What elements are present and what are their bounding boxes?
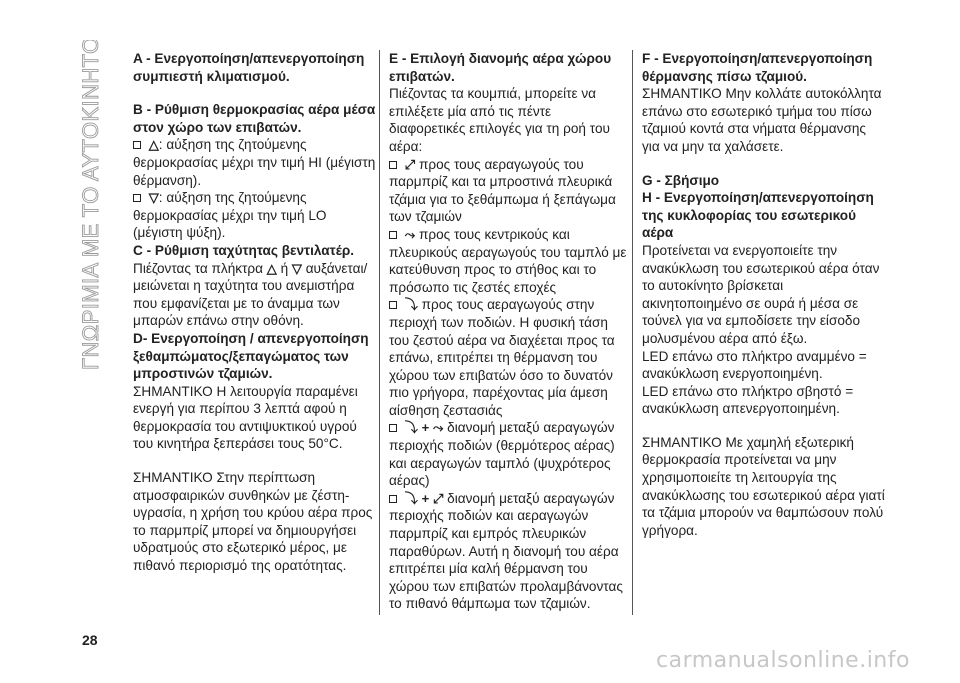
- triangle-down-icon: ▽: [291, 260, 302, 276]
- section-e-item-1: ⤢ προς τους αεραγωγούς του παρμπρίζ και τα μπροστινά πλευρικά τζάμια για το ξεθάμπωμα ή ξεπάγωμα των τζαμιών: [389, 156, 616, 225]
- section-h-led-on: LED επάνω στο πλήκτρο αναμμένο = ανακύκλωση ενεργοποιημένη.: [642, 348, 867, 382]
- column-2: [389, 50, 629, 613]
- section-h-title: H - Ενεργοποίηση/απενεργοποίηση της κυκλοφορίας του εσωτερικού αέρα: [642, 190, 874, 241]
- watermark: carmanualsonline.info: [656, 648, 910, 673]
- section-g-title: G - Σβήσιμο: [642, 172, 720, 188]
- triangle-up-icon: △: [148, 137, 159, 153]
- column-divider-2: [632, 50, 633, 615]
- windshield-airflow-icon: ⤢: [404, 156, 416, 172]
- section-b-item-up: △: αύξηση της ζητούμενης θερμοκρασίας μέχρι την τιμή HI (μέγιστη θέρμανση).: [133, 137, 376, 188]
- section-e-item-5: ⤵ + ⤢ διανομή μεταξύ αεραγωγών περιοχής ποδιών και αεραγωγών παρμπρίζ και εμπρός πλευρικών παραθύρων. Αυτή η διανομή του αέρα επιτρέπει μία καλή θέρμανση του χώρου των επιβατών προλαμβάνοντας το πιθανό θάμπωμα των τζαμιών.: [389, 490, 623, 612]
- bullet-icon: [389, 495, 397, 503]
- section-f-title: F - Ενεργοποίηση/απενεργοποίηση θέρμανσης πίσω τζαμιού.: [642, 51, 873, 84]
- section-e-item-2: ⤳ προς τους κεντρικούς και πλευρικούς αεραγωγούς του ταμπλό με κατεύθυνση προς το στήθος και το πρόσωπο τις ζεστές εποχές: [389, 226, 627, 295]
- page-number: 28: [82, 632, 98, 648]
- section-h-text: Προτείνεται να ενεργοποιείτε την ανακύκλωση του εσωτερικού αέρα όταν το αυτοκίνητο βρίσκεται ακινητοποιημένο σε ουρά ή μέσα σε τούνελ για να εμποδίσετε την είσοδο μολυσμένου αέρα από έξω.: [642, 242, 880, 346]
- section-c-text: Πιέζοντας τα πλήκτρα △ ή ▽ αυξάνεται/μειώνεται η ταχύτητα του ανεμιστήρα που εμφανίζεται με το άναμμα των μπαρών επάνω στην οθόνη.: [133, 260, 368, 329]
- section-d-text: ΣΗΜΑΝΤΙΚΟ Η λειτουργία παραμένει ενεργή για περίπου 3 λεπτά αφού η θερμοκρασία του αντιψυκτικού υγρού του κινητήρα ξεπεράσει τους 50°C.: [133, 383, 358, 452]
- section-e-item-3: ⤵ προς τους αεραγωγούς στην περιοχή των ποδιών. Η φυσική τάση του ζεστού αέρα να διαχέεται προς τα επάνω, επιτρέπει τη θέρμανση του χώρου των επιβατών όσο το δυνατόν πιο γρήγορα, παρέχοντας μία άμεση αίσθηση ζεστασιάς: [389, 297, 615, 418]
- bullet-icon: [389, 424, 397, 432]
- section-d-note: ΣΗΜΑΝΤΙΚΟ Στην περίπτωση ατμοσφαιρικών συνθηκών με ζέστη-υγρασία, η χρήση του κρύου αέρα προς το παρμπρίζ μπορεί να δημιουργήσει υδρατμούς στο εξωτερικό μέρος, με πιθανό περιορισμό της ορατότητας.: [133, 470, 373, 574]
- section-b-item-down: ▽: αύξηση της ζητούμενης θερμοκρασίας μέχρι την τιμή LO (μέγιστη ψύξη).: [133, 190, 327, 241]
- section-f-text: ΣΗΜΑΝΤΙΚΟ Μην κολλάτε αυτοκόλλητα επάνω στο εσωτερικό τμήμα του πίσω τζαμιού κοντά στα νήματα θέρμανσης για να μην τα χαλάσετε.: [642, 86, 882, 154]
- feet-airflow-icon: ⤵: [404, 490, 418, 506]
- bullet-icon: [133, 194, 141, 202]
- plus-sign: +: [421, 420, 430, 436]
- bullet-icon: [133, 141, 141, 149]
- plus-sign: +: [421, 490, 430, 506]
- column-3: [642, 50, 887, 539]
- chapter-side-title-text: ΓΝΩΡΙΜΙΑ ΜΕ ΤΟ ΑΥΤΟΚΙΝΗΤΟ: [78, 40, 103, 370]
- section-e-intro: Πιέζοντας τα κουμπιά, μπορείτε να επιλέξετε μία από τις πέντε διαφορετικές επιλογές για τη ροή του αέρα:: [389, 86, 610, 154]
- section-a-title: A - Ενεργοποίηση/απενεργοποίηση συμπιεστή κλιματισμού.: [133, 51, 365, 84]
- bullet-icon: [389, 301, 397, 309]
- column-1: [133, 50, 376, 575]
- section-e-title: E - Επιλογή διανομής αέρα χώρου επιβατών.: [389, 51, 612, 84]
- section-h-note: ΣΗΜΑΝΤΙΚΟ Με χαμηλή εξωτερική θερμοκρασία προτείνεται να μην χρησιμοποιείτε τη λειτουργία της ανακύκλωσης του εσωτερικού αέρα γιατί τα τζάμια μπορούν να θαμπώσουν πολύ γρήγορα.: [642, 434, 885, 538]
- section-d-title: D- Ενεργοποίηση / απενεργοποίηση ξεθαμπώματος/ξεπαγώματος των μπροστινών τζαμιών.: [133, 330, 369, 382]
- chapter-side-title: [60, 40, 110, 370]
- section-e-item-4: ⤵ + ⤳ διανομή μεταξύ αεραγωγών περιοχής ποδιών (θερμότερος αέρας) και αεραγωγών ταμπλό (ψυχρότερος αέρας): [389, 420, 615, 489]
- section-b-title: B - Ρύθμιση θερμοκρασίας αέρα μέσα στον χώρο των επιβατών.: [133, 102, 376, 135]
- face-airflow-icon: ⤳: [404, 226, 416, 242]
- windshield-airflow-icon: ⤢: [432, 490, 444, 506]
- section-c-title: C - Ρύθμιση ταχύτητας βεντιλατέρ.: [133, 242, 355, 258]
- triangle-up-icon: △: [266, 260, 277, 276]
- bullet-icon: [389, 231, 397, 239]
- section-h-led-off: LED επάνω στο πλήκτρο σβηστό = ανακύκλωση απενεργοποιημένη.: [642, 383, 854, 417]
- bullet-icon: [389, 161, 397, 169]
- feet-airflow-icon: ⤵: [404, 297, 418, 313]
- column-divider-1: [379, 50, 380, 615]
- face-airflow-icon: ⤳: [432, 420, 444, 436]
- feet-airflow-icon: ⤵: [404, 420, 418, 436]
- triangle-down-icon: ▽: [148, 190, 159, 206]
